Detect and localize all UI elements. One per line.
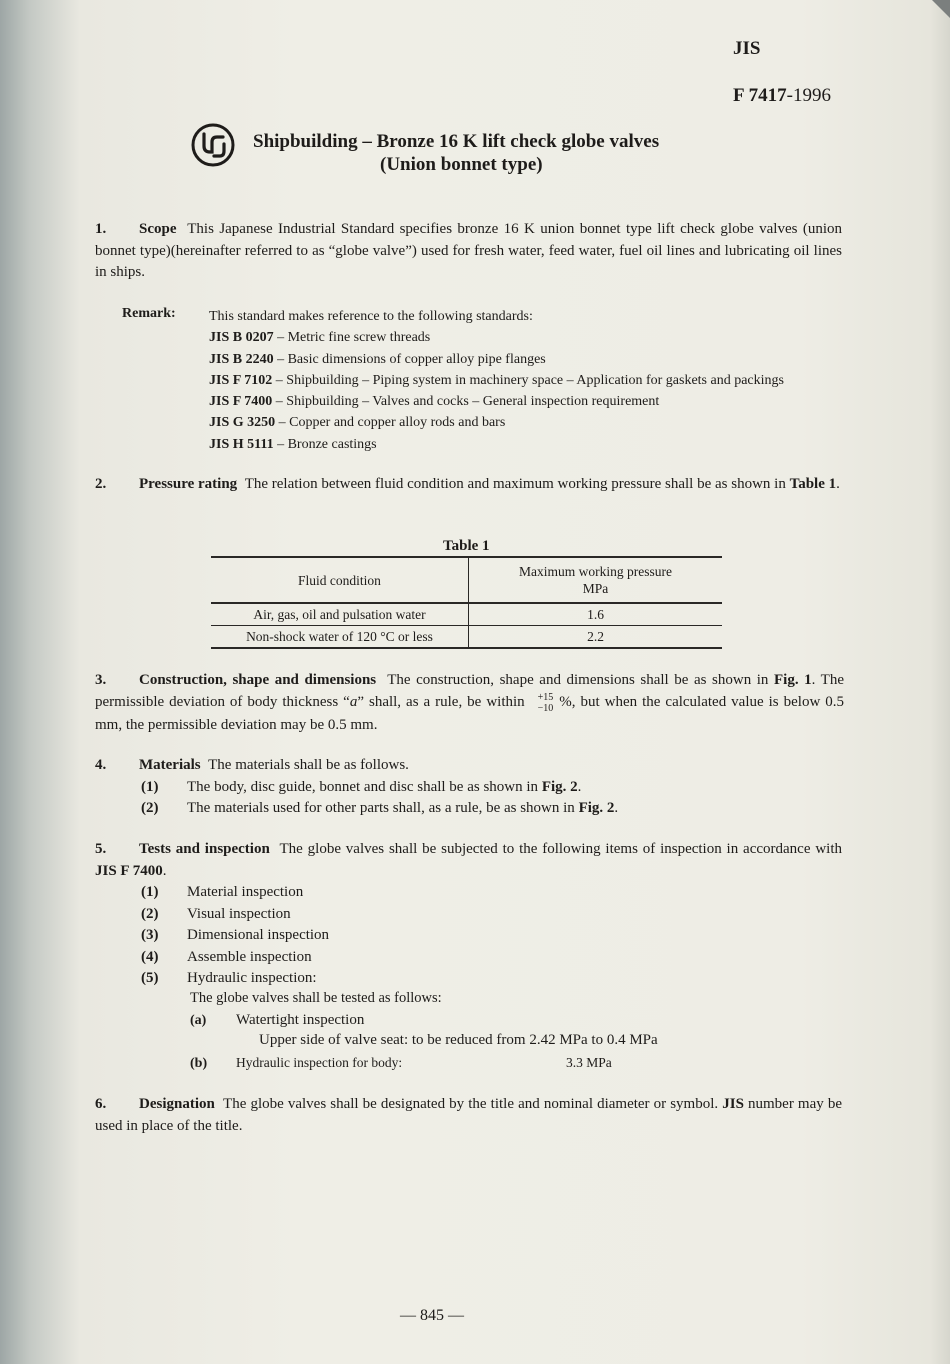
table-header-fluid: Fluid condition [211,557,469,603]
table-title: Table 1 [443,538,490,554]
sub-item-b-value: 3.3 MPa [566,1055,612,1070]
document-title-line2: (Union bonnet type) [380,154,543,175]
list-item: (5) Hydraulic inspection: [141,970,317,986]
document-title-line1: Shipbuilding – Bronze 16 K lift check globe valves [253,131,660,152]
reference-item: JIS H 5111 – Bronze castings [209,436,377,452]
sub-item-a: (a) Watertight inspection [190,1012,365,1028]
remark-list [209,306,784,455]
reference-item: JIS F 7102 – Shipbuilding – Piping system in machinery space – Application for gaskets and packings [209,372,784,388]
header-standard-number: F 7417-1996 [733,85,831,106]
section-materials: 4. Materials The materials shall be as follows. (1) The body, disc guide, bonnet and disc shall be as shown in Fig. 2. (2) The materials used for other parts shall, as a rule, be as shown in Fig. 2. [95,755,842,820]
section-designation: 6. Designation The globe valves shall be designated by the title and nominal diameter or symbol. JIS number may be used in place of the title. [95,1096,842,1134]
remark-intro: This standard makes reference to the following standards: [209,309,533,324]
inspection-list [141,882,841,990]
table-row: Non-shock water of 120 °C or less 2.2 [211,626,722,649]
header-jis: JIS [733,38,761,59]
pressure-table [211,556,722,649]
tolerance-fraction: +15 −10 [537,691,554,714]
hydraulic-intro: The globe valves shall be tested as follows: [190,990,442,1006]
page-number: — 845 — [400,1307,464,1324]
reference-item: JIS B 2240 – Basic dimensions of copper alloy pipe flanges [209,351,546,367]
remark-label: Remark: [122,306,176,321]
section-construction: 3. Construction, shape and dimensions The construction, shape and dimensions shall be as shown in Fig. 1. The permissible deviation of body thickness “a” shall, as a rule, be within +15 −10 %, but when the calculated value is below 0.5 mm, the permissible deviation may be 0.5 mm. [95,672,845,733]
section-tests: 5. Tests and inspection The globe valves shall be subjected to the following items of inspection in accordance with JIS F 7400. [95,841,843,879]
list-item: (1) Material inspection [141,884,304,900]
list-item: (4) Assemble inspection [141,948,312,965]
reference-item: JIS B 0207 – Metric fine screw threads [209,330,431,346]
jis-mark-icon [190,122,236,168]
section-scope [95,219,842,284]
list-item: (3) Dimensional inspection [141,927,330,943]
list-item: (2) The materials used for other parts shall, as a rule, be as shown in Fig. 2. [141,800,619,816]
page-corner [932,0,950,18]
section-title: Scope [139,221,177,237]
reference-item: JIS F 7400 – Shipbuilding – Valves and cocks – General inspection requirement [209,394,660,410]
list-item: (2) Visual inspection [141,905,291,922]
table-header-pressure: Maximum working pressure MPa [469,557,723,603]
reference-item: JIS G 3250 – Copper and copper alloy rods and bars [209,415,506,431]
table-row: Air, gas, oil and pulsation water 1.6 [211,603,722,626]
section-pressure-rating: 2. Pressure rating The relation between fluid condition and maximum working pressure shall be as shown in Table 1. [95,476,840,492]
sub-item-b: (b) Hydraulic inspection for body: [190,1055,403,1071]
sub-item-a-detail: Upper side of valve seat: to be reduced from 2.42 MPa to 0.4 MPa [259,1032,658,1048]
list-item: (1) The body, disc guide, bonnet and disc shall be as shown in Fig. 2. [141,778,582,795]
section-number: 1. [95,221,107,237]
section-text: This Japanese Industrial Standard specifies bronze 16 K union bonnet type lift check globe valves (union bonnet type)(hereinafter referred to as “globe valve”) used for fresh water, feed water, fuel oil lines and lubricating oil lines in ships. [95,221,842,280]
